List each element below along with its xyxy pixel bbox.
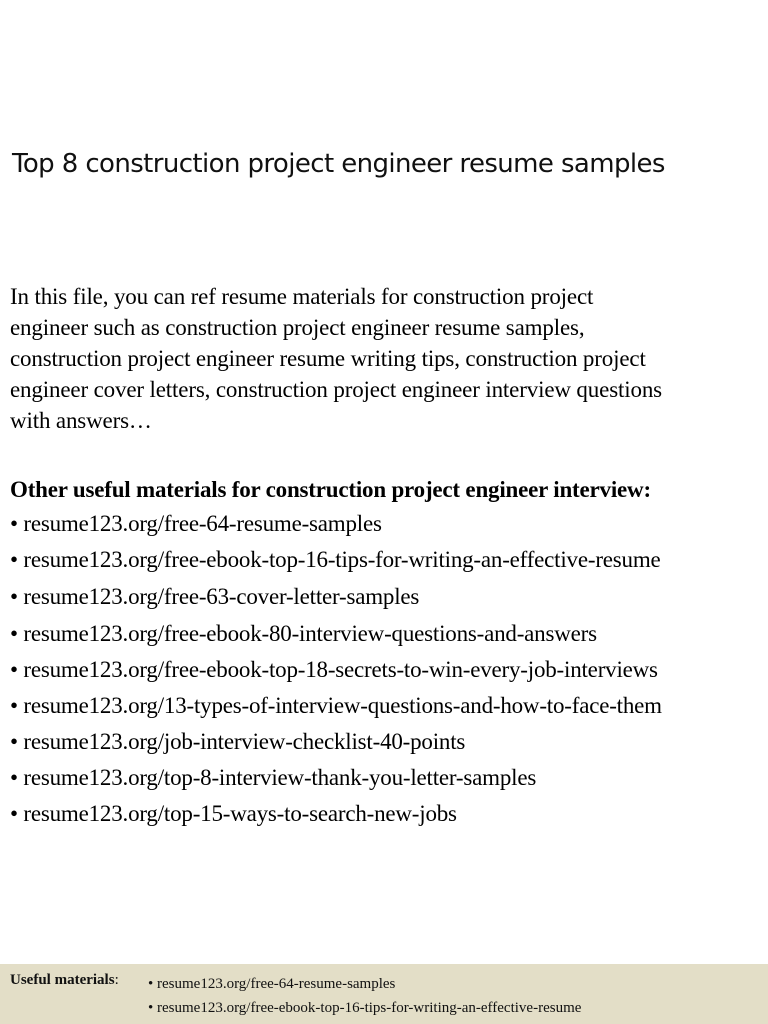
materials-link[interactable]: • resume123.org/top-8-interview-thank-you-letter-samples bbox=[10, 765, 537, 790]
footer-bar bbox=[0, 964, 768, 1024]
intro-line: with answers… bbox=[10, 408, 152, 433]
materials-heading: Other useful materials for construction project engineer interview: bbox=[10, 477, 651, 502]
footer-label-text: Useful materials bbox=[10, 972, 115, 988]
materials-link[interactable]: • resume123.org/free-ebook-top-16-tips-for-writing-an-effective-resume bbox=[10, 547, 661, 572]
intro-line: engineer cover letters, construction project engineer interview questions bbox=[10, 377, 662, 402]
materials-link[interactable]: • resume123.org/13-types-of-interview-questions-and-how-to-face-them bbox=[10, 693, 662, 718]
intro-paragraph bbox=[10, 281, 760, 436]
materials-link[interactable]: • resume123.org/free-ebook-top-18-secrets-to-win-every-job-interviews bbox=[10, 657, 658, 682]
intro-line: engineer such as construction project engineer resume samples, bbox=[10, 315, 585, 340]
materials-link[interactable]: • resume123.org/top-15-ways-to-search-new-jobs bbox=[10, 801, 457, 826]
footer-link[interactable]: • resume123.org/free-ebook-top-16-tips-for-writing-an-effective-resume bbox=[148, 1000, 582, 1016]
materials-link[interactable]: • resume123.org/free-63-cover-letter-samples bbox=[10, 584, 420, 609]
materials-link[interactable]: • resume123.org/free-64-resume-samples bbox=[10, 511, 382, 536]
footer-link[interactable]: • resume123.org/free-64-resume-samples bbox=[148, 976, 396, 992]
intro-line: In this file, you can ref resume materials for construction project bbox=[10, 284, 594, 309]
intro-line: construction project engineer resume writing tips, construction project bbox=[10, 346, 646, 371]
materials-section bbox=[10, 474, 765, 832]
page-title: Top 8 construction project engineer resume samples bbox=[12, 149, 665, 179]
footer-label bbox=[10, 972, 119, 989]
materials-list bbox=[10, 506, 765, 832]
footer-label-colon: : bbox=[114, 972, 119, 988]
materials-link[interactable]: • resume123.org/free-ebook-80-interview-questions-and-answers bbox=[10, 621, 597, 646]
materials-link[interactable]: • resume123.org/job-interview-checklist-40-points bbox=[10, 729, 466, 754]
footer-links bbox=[148, 972, 581, 1020]
